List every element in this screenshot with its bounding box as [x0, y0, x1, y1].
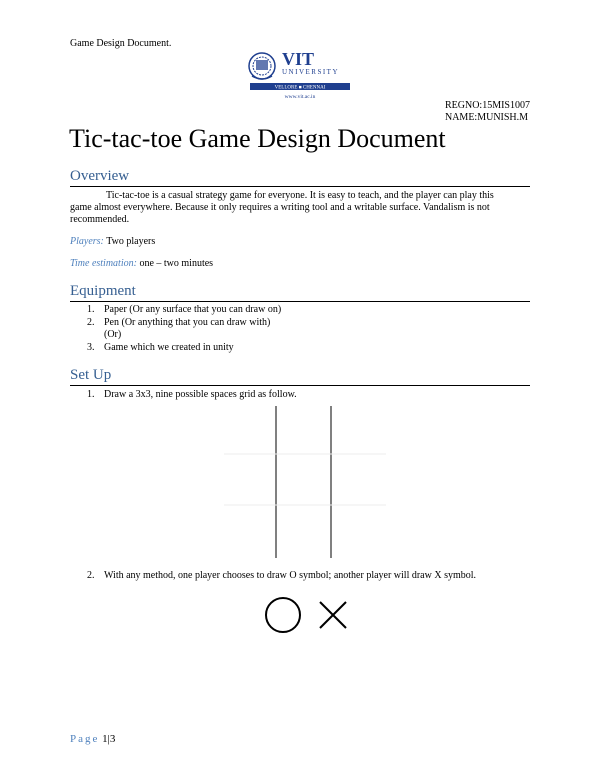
footer-separator: |	[107, 733, 110, 745]
setup-list-2	[70, 570, 530, 583]
logo-website: www.vit.ac.in	[284, 94, 316, 100]
list-number: 3.	[87, 341, 95, 353]
footer-page-number: 1	[102, 733, 108, 745]
o-x-symbols	[262, 594, 352, 636]
vit-university-logo	[248, 46, 352, 102]
time-value: one – two minutes	[139, 258, 214, 269]
list-text: Pen (Or anything that you can draw with)	[104, 316, 271, 328]
list-number: 2.	[87, 570, 95, 581]
running-header: Game Design Document.	[70, 38, 172, 49]
overview-paragraph	[70, 190, 530, 226]
overview-line: game almost everywhere. Because it only requires a writing tool and a writable surface. Vandalism is not	[70, 202, 490, 213]
page-title: Tic-tac-toe Game Design Document	[69, 124, 446, 153]
players-line	[70, 236, 530, 248]
list-text: Game which we created in unity	[104, 341, 234, 353]
student-name: NAME:MUNISH.M	[444, 112, 529, 123]
list-item-or	[70, 329, 530, 342]
list-text: (Or)	[104, 329, 122, 340]
list-number: 2.	[87, 316, 95, 328]
list-item	[70, 317, 530, 330]
list-number: 1.	[87, 304, 95, 315]
footer-page-word: Page	[70, 733, 100, 745]
page-footer	[70, 733, 115, 745]
list-text: Paper (Or any surface that you can draw on)	[104, 304, 282, 315]
list-item	[70, 342, 530, 355]
logo-vit: VIT	[282, 49, 315, 69]
footer-page-total: 3	[109, 733, 116, 745]
overview-line: Tic-tac-toe is a casual strategy game for everyone. It is easy to teach, and the player can play this	[106, 190, 494, 201]
equipment-heading: Equipment	[70, 283, 530, 302]
list-text: With any method, one player chooses to draw O symbol; another player will draw X symbol.	[104, 570, 477, 581]
student-info	[445, 100, 530, 124]
logo-campuses: VELLORE ■ CHENNAI	[274, 85, 326, 91]
logo-emblem	[249, 53, 275, 79]
list-text: Draw a 3x3, nine possible spaces grid as follow.	[104, 389, 297, 400]
overview-heading: Overview	[70, 168, 530, 187]
list-item	[70, 389, 530, 402]
x-symbol-icon	[320, 602, 346, 628]
players-label: Players:	[70, 236, 104, 247]
tic-tac-toe-grid	[220, 404, 390, 560]
list-item	[70, 304, 530, 317]
list-item	[70, 570, 530, 583]
overview-line: recommended.	[70, 214, 130, 225]
equipment-list	[70, 304, 530, 354]
o-symbol-icon	[266, 598, 300, 632]
list-number: 1.	[87, 389, 95, 400]
setup-heading: Set Up	[70, 367, 530, 386]
logo-university: UNIVERSITY	[282, 68, 339, 76]
setup-list-1	[70, 389, 530, 402]
time-line	[70, 258, 530, 270]
regno-text: REGNO:15MIS1007	[444, 100, 530, 111]
players-value: Two players	[106, 236, 156, 247]
time-label: Time estimation:	[70, 258, 137, 269]
